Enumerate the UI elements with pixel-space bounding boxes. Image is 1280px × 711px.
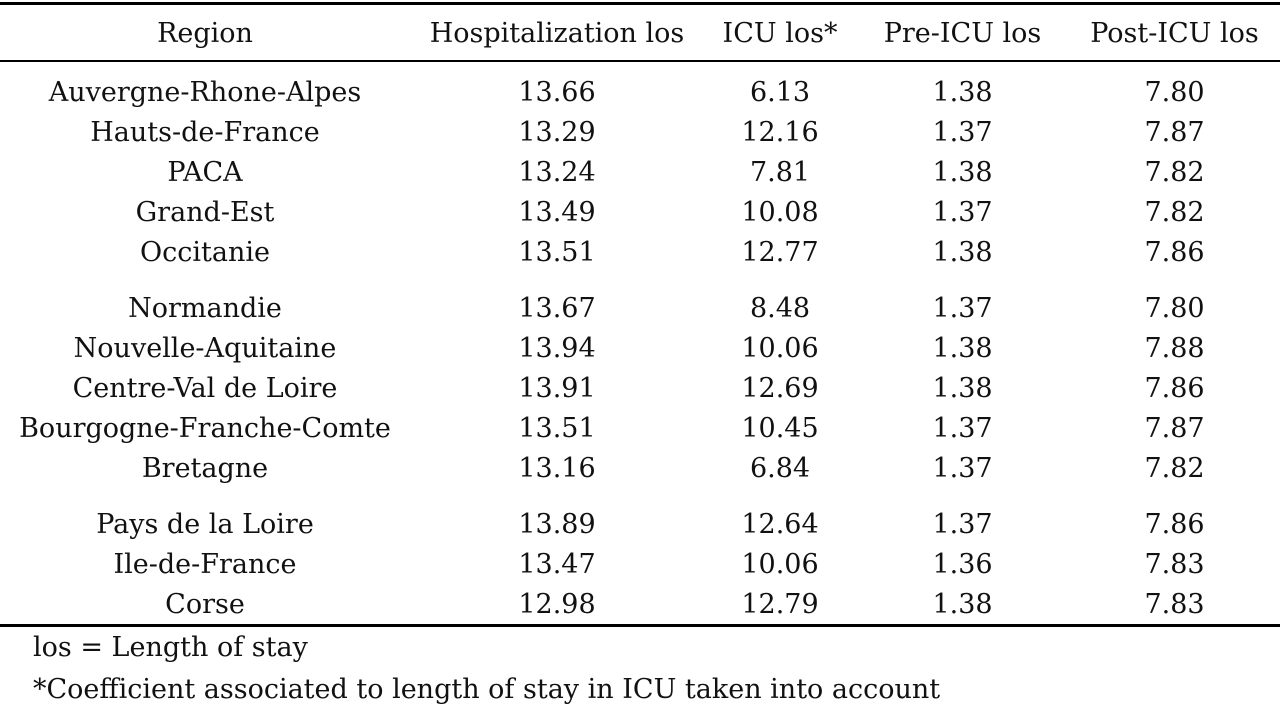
table-row (0, 112, 1280, 152)
table-row (0, 152, 1280, 192)
cell-hospitalization-los: 13.24 (518, 156, 596, 188)
cell-hospitalization-los: 13.49 (518, 196, 596, 228)
table-row (0, 544, 1280, 584)
cell-region: Hauts-de-France (90, 116, 320, 148)
table-row (0, 288, 1280, 328)
cell-region: Ile-de-France (113, 548, 297, 580)
cell-icu-los: 12.64 (741, 508, 819, 540)
cell-hospitalization-los: 13.29 (518, 116, 596, 148)
cell-hospitalization-los: 13.16 (518, 452, 596, 484)
column-header-pre-icu-los: Pre-ICU los (883, 17, 1042, 49)
cell-post-icu-los: 7.83 (1144, 588, 1205, 620)
cell-region: Centre-Val de Loire (72, 372, 338, 404)
table-row (0, 408, 1280, 448)
header-spacer (0, 64, 1280, 72)
cell-pre-icu-los: 1.38 (932, 588, 993, 620)
cell-region: PACA (167, 156, 243, 188)
cell-icu-los: 10.08 (741, 196, 819, 228)
cell-hospitalization-los: 13.66 (518, 76, 596, 108)
cell-hospitalization-los: 13.89 (518, 508, 596, 540)
cell-region: Bourgogne-Franche-Comte (19, 412, 391, 444)
cell-icu-los: 10.45 (741, 412, 819, 444)
group-gap (0, 272, 1280, 288)
cell-post-icu-los: 7.86 (1144, 236, 1205, 268)
cell-pre-icu-los: 1.37 (932, 196, 993, 228)
cell-post-icu-los: 7.82 (1144, 156, 1205, 188)
cell-pre-icu-los: 1.38 (932, 372, 993, 404)
column-header-region: Region (157, 17, 253, 49)
table-row (0, 232, 1280, 272)
cell-post-icu-los: 7.87 (1144, 412, 1205, 444)
cell-post-icu-los: 7.86 (1144, 372, 1205, 404)
table-body (0, 64, 1280, 624)
cell-pre-icu-los: 1.38 (932, 76, 993, 108)
cell-hospitalization-los: 13.47 (518, 548, 596, 580)
cell-pre-icu-los: 1.37 (932, 412, 993, 444)
cell-icu-los: 6.84 (749, 452, 811, 484)
cell-pre-icu-los: 1.36 (932, 548, 993, 580)
cell-icu-los: 12.16 (741, 116, 819, 148)
cell-pre-icu-los: 1.37 (932, 116, 993, 148)
cell-post-icu-los: 7.82 (1144, 452, 1205, 484)
cell-pre-icu-los: 1.38 (932, 236, 993, 268)
table-row (0, 192, 1280, 232)
abbreviation-note: los = Length of stay (33, 632, 308, 663)
group-gap (0, 488, 1280, 504)
cell-region: Normandie (128, 292, 282, 324)
table-notes (33, 627, 940, 711)
cell-hospitalization-los: 13.91 (518, 372, 596, 404)
cell-icu-los: 10.06 (741, 332, 819, 364)
cell-hospitalization-los: 13.51 (518, 236, 596, 268)
cell-hospitalization-los: 13.67 (518, 292, 596, 324)
cell-region: Bretagne (141, 452, 269, 484)
cell-pre-icu-los: 1.38 (932, 332, 993, 364)
cell-icu-los: 6.13 (749, 76, 811, 108)
table-row (0, 584, 1280, 624)
cell-region: Nouvelle-Aquitaine (73, 332, 337, 364)
cell-post-icu-los: 7.82 (1144, 196, 1205, 228)
footnote: *Coefficient associated to length of stay in ICU taken into account (33, 674, 941, 705)
cell-icu-los: 12.77 (741, 236, 819, 268)
cell-icu-los: 12.79 (741, 588, 819, 620)
cell-hospitalization-los: 13.51 (518, 412, 596, 444)
cell-hospitalization-los: 13.94 (518, 332, 596, 364)
column-header-hospitalization-los: Hospitalization los (429, 17, 685, 49)
cell-post-icu-los: 7.86 (1144, 508, 1205, 540)
cell-pre-icu-los: 1.38 (932, 156, 993, 188)
cell-icu-los: 8.48 (749, 292, 811, 324)
column-header-post-icu-los: Post-ICU los (1090, 17, 1259, 49)
table-header-row (0, 0, 1280, 64)
cell-post-icu-los: 7.80 (1144, 76, 1205, 108)
table-row (0, 504, 1280, 544)
cell-hospitalization-los: 12.98 (518, 588, 596, 620)
cell-post-icu-los: 7.88 (1144, 332, 1205, 364)
cell-icu-los: 7.81 (749, 156, 811, 188)
cell-region: Pays de la Loire (96, 508, 314, 540)
cell-pre-icu-los: 1.37 (932, 452, 993, 484)
cell-region: Grand-Est (135, 196, 275, 228)
cell-post-icu-los: 7.83 (1144, 548, 1205, 580)
cell-post-icu-los: 7.87 (1144, 116, 1205, 148)
cell-region: Occitanie (140, 236, 270, 268)
cell-pre-icu-los: 1.37 (932, 292, 993, 324)
table-row (0, 448, 1280, 488)
cell-post-icu-los: 7.80 (1144, 292, 1205, 324)
cell-icu-los: 10.06 (741, 548, 819, 580)
column-header-icu-los: ICU los* (722, 17, 838, 49)
cell-pre-icu-los: 1.37 (932, 508, 993, 540)
table-row (0, 368, 1280, 408)
cell-region: Auvergne-Rhone-Alpes (48, 76, 362, 108)
table-row (0, 72, 1280, 112)
table-row (0, 328, 1280, 368)
cell-icu-los: 12.69 (741, 372, 819, 404)
cell-region: Corse (165, 588, 245, 620)
